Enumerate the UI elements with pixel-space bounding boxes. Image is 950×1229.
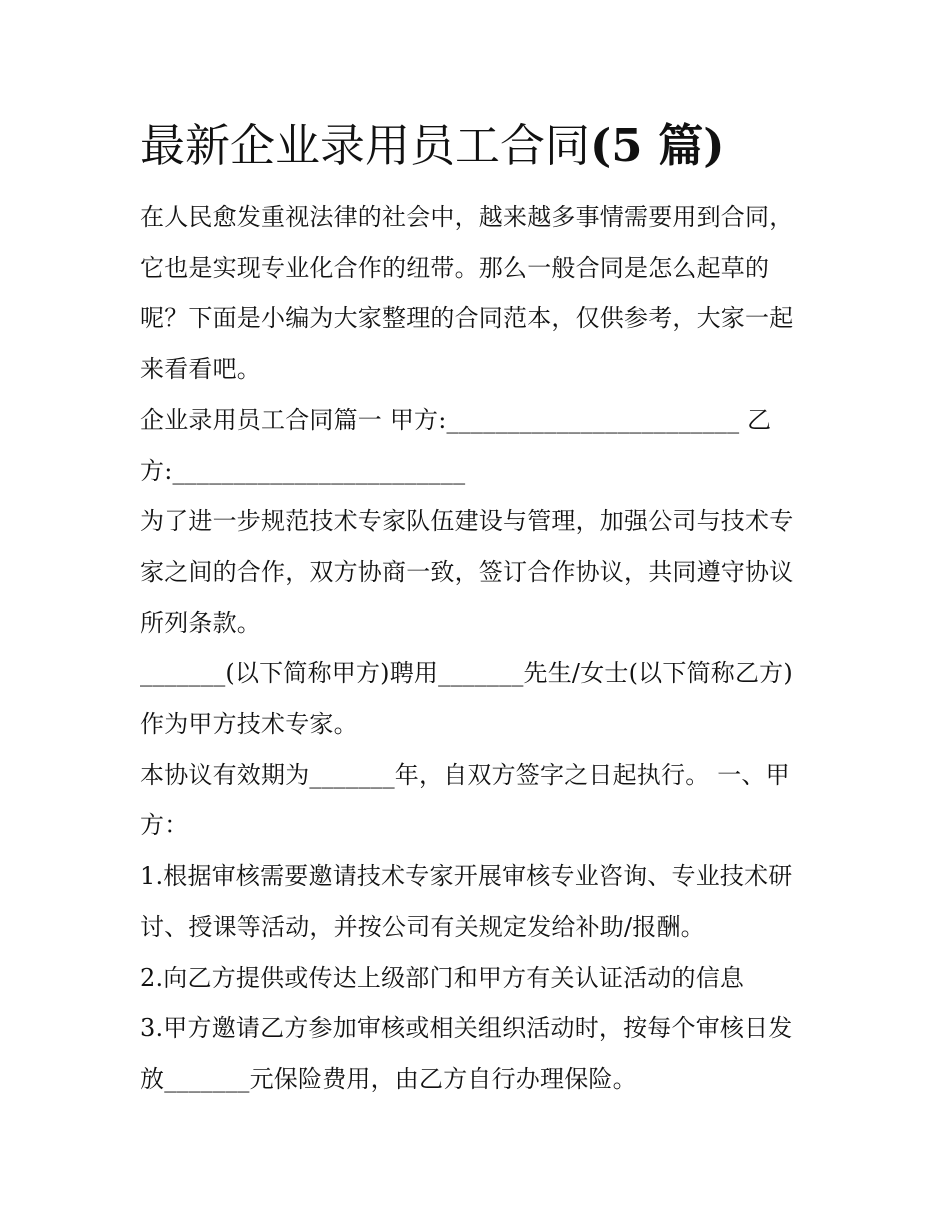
text-line: 本协议有效期为_______年，自双方签字之日起执行。 一、甲 (140, 760, 790, 789)
text-line: 1.根据审核需要邀请技术专家开展审核专业咨询、专业技术研 (140, 862, 793, 891)
clause-1 (140, 851, 820, 952)
text-line: 呢？下面是小编为大家整理的合同范本，仅供参考，大家一起 (140, 304, 794, 333)
text-line: 放_______元保险费用，由乙方自行办理保险。 (140, 1064, 637, 1093)
text-line: 所列条款。 (140, 608, 261, 637)
term-paragraph (140, 750, 820, 851)
text-line: 2.向乙方提供或传达上级部门和甲方有关认证活动的信息 (140, 963, 745, 992)
text-line: 作为甲方技术专家。 (140, 710, 358, 739)
text-line: 来看看吧。 (140, 355, 261, 384)
clause-2 (140, 953, 820, 1004)
text-line: 在人民愈发重视法律的社会中，越来越多事情需要用到合同， (140, 203, 794, 231)
clause-3 (140, 1003, 820, 1104)
text-line: 为了进一步规范技术专家队伍建设与管理，加强公司与技术专 (140, 507, 794, 536)
purpose-paragraph (140, 496, 820, 648)
title-suffix: (5 篇) (590, 119, 725, 172)
text-line: 方:________________________ (140, 456, 466, 485)
text-line: 家之间的合作，双方协商一致，签订合作协议，共同遵守协议 (140, 557, 794, 586)
text-line: 它也是实现专业化合作的纽带。那么一般合同是怎么起草的 (140, 253, 770, 282)
text-line: _______(以下简称甲方)聘用_______先生/女士(以下简称乙方) (140, 659, 793, 688)
text-line: 讨、授课等活动，并按公司有关规定发给补助/报酬。 (140, 912, 705, 941)
title-main: 最新企业录用员工合同 (140, 119, 591, 172)
document-page (140, 112, 820, 1105)
engagement-paragraph (140, 648, 820, 749)
text-line: 3.甲方邀请乙方参加审核或相关组织活动时，按每个审核日发 (140, 1014, 793, 1043)
text-line: 企业录用员工合同篇一 甲方:________________________ 乙 (140, 405, 772, 434)
intro-paragraph (140, 192, 820, 395)
text-line: 方： (140, 811, 189, 840)
document-title (140, 112, 820, 180)
parties-paragraph (140, 395, 820, 496)
